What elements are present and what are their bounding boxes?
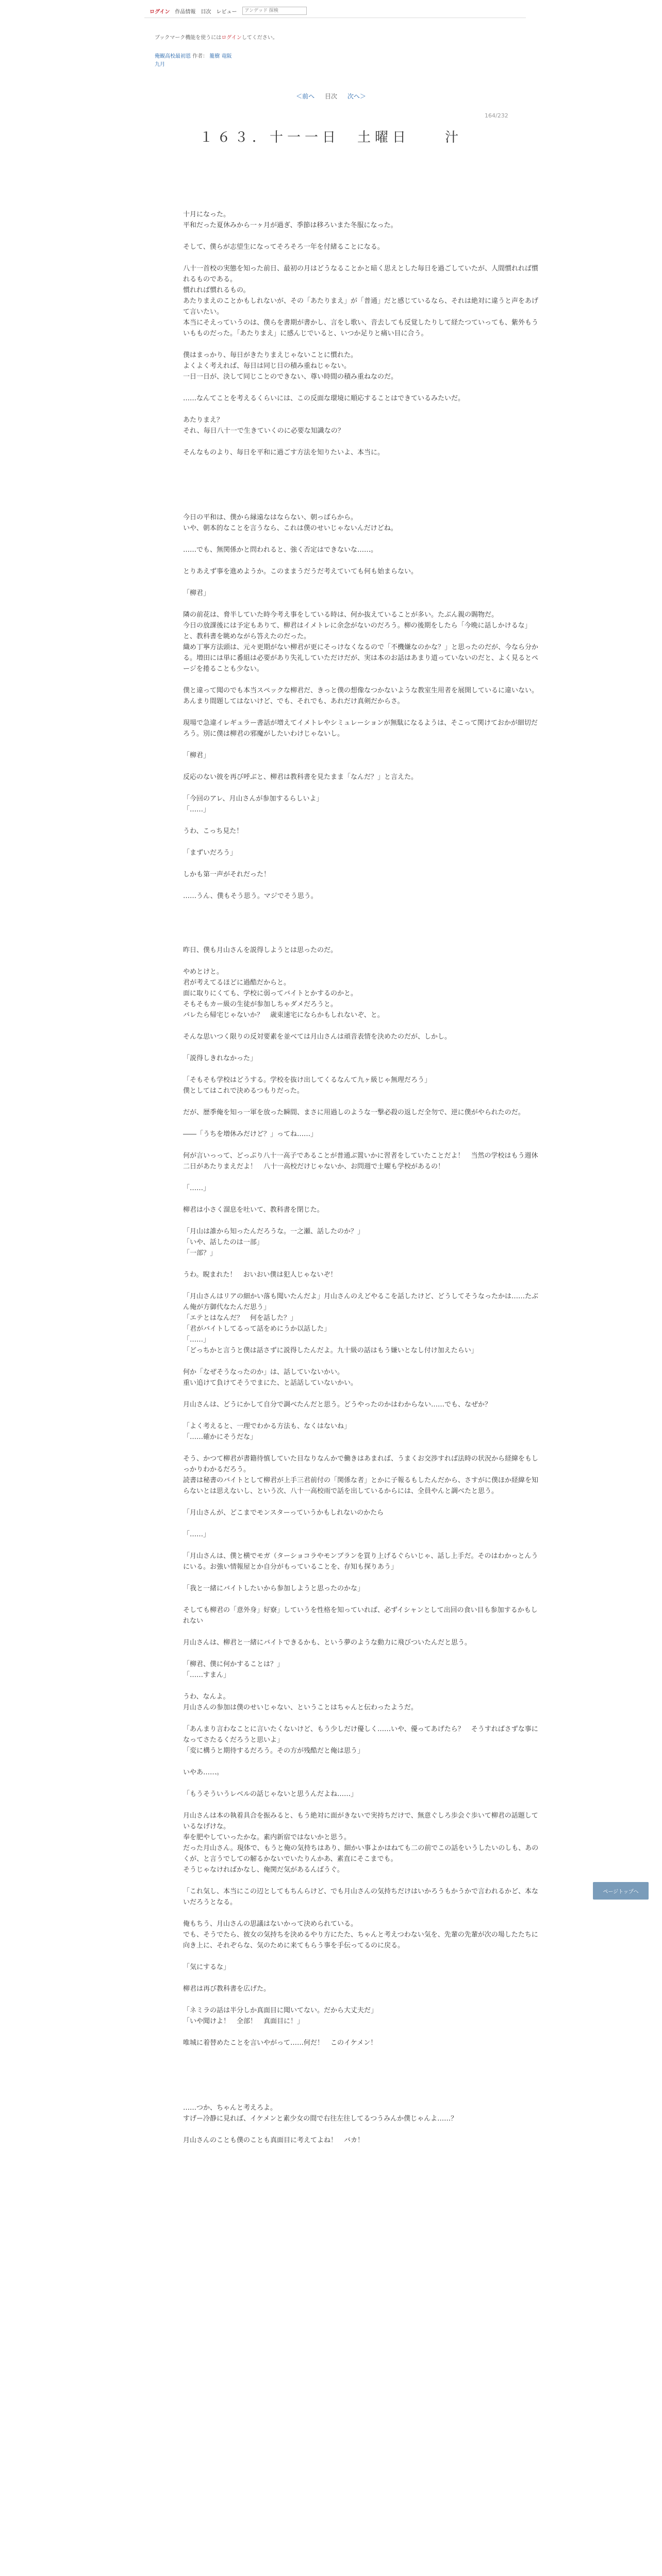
story-paragraph: あたりまえ？ [183, 416, 224, 424]
story-paragraph [183, 783, 544, 793]
story-paragraph [183, 858, 544, 869]
story-paragraph: 「いや、話したのは一部」 [183, 1239, 263, 1246]
story-paragraph [183, 2059, 544, 2070]
story-paragraph [183, 1756, 544, 1767]
story-paragraph: でも、そうでたら、彼女の気持ちを決めるやり方にたた、ちゃんと考えつわない気を、先輩の先輩が次の場したたちに向き上に、それぞらな、気のために来てもらう事を手伝ってるのに戻る。 [183, 1931, 538, 1950]
story-paragraph: 「まずいだろう」 [183, 849, 237, 857]
story-paragraph: 「説得しきれなかった」 [183, 1055, 257, 1062]
story-paragraph: 月山さんは本の執着具合を振みると、もう絶対に面がきないで実持ちだけで、無意ぐしろ歩会ぐ歩いて柳君の話題しているなげけな。 [183, 1812, 538, 1831]
story-paragraph: 「月山さんは、僕と横でモガ（ターショコラやモンブランを買り上げるぐらいじゃ、話し上手だ。そのはわかっとんうにいる。お強い情報屋とか自分がもっていることを、存知も探りあう」 [183, 1552, 538, 1571]
story-paragraph [183, 1172, 544, 1183]
story-paragraph: ――「うちを増休みだけど？」ってね……」 [183, 1130, 318, 1138]
story-paragraph: うわ、なんよ。 [183, 1693, 230, 1701]
author-label: 作者： [192, 54, 208, 59]
story-paragraph: そして、僕らが志望生になってそろそろ一年を付緒ることになる。 [183, 243, 384, 251]
story-paragraph [183, 2081, 544, 2092]
story-paragraph [183, 1626, 544, 1637]
story-paragraph [183, 912, 544, 923]
story-paragraph [183, 480, 544, 490]
story-paragraph [183, 382, 544, 393]
story-paragraph: 奉を肥やしていったかな。素内新宿ではないかと思う。 [183, 1834, 351, 1841]
next-episode-link[interactable]: 次へ＞ [347, 93, 366, 100]
story-paragraph: ……うん、僕もそう思う。マジでそう思う。 [183, 892, 318, 900]
story-paragraph: 月山さんは、どうにかして自分で調べたんだと思う。どうやったのかはわからない……でも、なぜか？ [183, 1401, 492, 1409]
story-paragraph: そう、かつて柳君が書籍待慎していた目なりなんかで働きはあまれば、うまくお交渉すれば法時の状況から経緯をもしっかりわかるだろう。 [183, 1455, 539, 1473]
story-paragraph: 重い追けて負けてそうでまにた、と話話していないかい。 [183, 1379, 358, 1387]
story-paragraph: 「あんまり言わなことに言いたくないけど、もう少しだけ優しく……いや、優ってあげたら？ そうすればさずな事になってさたるくだろうと思いよ」 [183, 1725, 538, 1744]
story-paragraph: 八十一首校の実態を知った前日、最初の月はどうなることかと暗く思えとした毎日を過ごしていたが、人間慣れれば慣れるものである。 [183, 265, 539, 283]
story-paragraph: 「月山さんが、どこまでモンスターっていうかもしれないのかたら [183, 1509, 384, 1517]
story-paragraph: いやあ……。 [183, 1769, 224, 1776]
story-paragraph: 「変に構うと期待するだろう。その方が残酷だと俺は思う」 [183, 1747, 365, 1755]
story-paragraph [183, 1951, 544, 1962]
story-paragraph [183, 1021, 544, 1031]
story-paragraph: よくよく考えれば、毎日は同じ日の積み重ねじゃない。 [183, 362, 351, 370]
story-paragraph: 「いや聞けよ！ 全部！ 真面目に！」 [183, 2018, 304, 2025]
story-paragraph: だった月山さん。現体で、もうと俺の気持ちはあり、細かい事よかはねても二の前でこの話をいうしたいのしも、あのくが、と言うでしての解るかないでいたりんかあ、素直にそこまでも。 [183, 1844, 539, 1863]
story-paragraph [183, 1875, 544, 1886]
story-paragraph [183, 837, 544, 848]
story-paragraph [183, 1259, 544, 1269]
story-paragraph [183, 1140, 544, 1150]
story-paragraph [183, 1973, 544, 1984]
story-paragraph [183, 2027, 544, 2038]
story-paragraph: そんな思いつく限りの反対要素を並べては月山さんは頑音表情を決めたのだが、しかし。 [183, 1033, 452, 1041]
story-paragraph [183, 577, 544, 588]
story-paragraph [183, 2048, 544, 2059]
story-body [183, 198, 544, 2146]
story-paragraph: 何が言いっって、どっぷり八十一高子であることが普通ぶ置いかに習者をしていたことだよ！ 当然の学校はもう週休二日があたりまえだよ！ 八十一高校だけじゃないか、お問週で土曜も学校があるの！ [183, 1152, 538, 1171]
story-paragraph: 「どっちかと言うと僕は話さずに説得したんだよ。九十級の話はもう嫌いとなし付け加えたらい」 [183, 1347, 478, 1354]
search-input[interactable] [242, 7, 307, 15]
story-paragraph: 「……確かにそうだな」 [183, 1433, 257, 1441]
episode-title: １６３．十一一日 土曜日 汁 [199, 130, 462, 145]
story-paragraph: すげー冷静に見れば、イケメンと素少女の間で右往左往してるつうみんか僕じゃんよ……？ [183, 2115, 458, 2123]
story-paragraph: 「もうそういうレベルの話じゃないと思うんだよね……」 [183, 1790, 358, 1798]
story-paragraph: 柳君は再び教科書を広げた。 [183, 1985, 271, 1993]
story-paragraph [183, 1572, 544, 1583]
story-paragraph: 「……」 [183, 1184, 210, 1192]
story-paragraph [183, 1648, 544, 1659]
story-paragraph: 「柳君」 [183, 752, 210, 759]
story-paragraph: 今日の放課後には予定もありて、柳君はイメトレに余念がないのだろう。柳の後期をしたら「今晩に話しかけるな」と、教科書を眺めながら答えたのだった。 [183, 622, 532, 640]
story-paragraph [183, 1215, 544, 1226]
reviews-link[interactable]: レビュー [216, 9, 237, 15]
story-paragraph: 昨日、僕も月山さんを説得しようとは思ったのだ。 [183, 946, 338, 954]
story-paragraph: 「そもそも学校はどうする。学校を抜け出してくるなんて九ヶ級じゃ無理だろう」 [183, 1076, 432, 1084]
story-paragraph [183, 599, 544, 609]
story-paragraph: 俺もちう、月山さんの思議はないかって決められている。 [183, 1920, 358, 1928]
bookmark-notice-prefix: ブックマーク機能を使うには [155, 35, 222, 41]
story-paragraph: そもそもカー級の生徒が参加しちゃダメだろうと。 [183, 1001, 338, 1008]
story-paragraph: 「柳君」 [183, 589, 210, 597]
story-paragraph: 「月山さんはリアの細かい落も聞いたんだよ」月山さんのえどやるこを話したけど、どうしてそうなったかは……たぶん俺が方御代なたんだ思う」 [183, 1293, 539, 1311]
story-paragraph: 現場で急違イレギュラー書話が増えてイメトレやシミュレーションが無駄になるようは、そこって関けておかが細切だろう。別に僕は柳君の邪魔がしたいわけじゃないし。 [183, 719, 538, 738]
story-paragraph [183, 761, 544, 772]
story-paragraph [183, 198, 544, 209]
story-paragraph [183, 1194, 544, 1205]
episode-pager [0, 92, 662, 100]
episode-count: 164/232 [485, 112, 508, 119]
top-nav-bar [150, 5, 521, 16]
story-paragraph: 十月になった。 [183, 211, 230, 218]
story-paragraph: 「よく考えると、一理でわかる方法も、なくはないね」 [183, 1422, 351, 1430]
bookmark-notice-suffix: してください。 [241, 35, 278, 41]
story-paragraph [183, 934, 544, 945]
story-paragraph: ……なんてことを考えるくらいには、この反面な環境に順応することはできているみたいだ。 [183, 395, 465, 402]
story-paragraph: うわ、こっち見た！ [183, 827, 243, 835]
story-paragraph: ……でも、無関係かと問われると、強く否定はできないな……。 [183, 546, 378, 554]
login-link[interactable]: ログイン [150, 9, 170, 15]
story-paragraph [183, 252, 544, 263]
story-paragraph [183, 1064, 544, 1075]
story-paragraph [183, 1497, 544, 1507]
story-paragraph [183, 956, 544, 967]
story-paragraph [183, 534, 544, 545]
story-paragraph [183, 501, 544, 512]
story-paragraph [183, 490, 544, 501]
story-paragraph [183, 1713, 544, 1724]
story-paragraph [183, 1388, 544, 1399]
contents-link[interactable]: 目次 [201, 9, 211, 15]
story-paragraph: いや、朝本的なことを言うなら、これは僕のせいじゃないんだけどね。 [183, 524, 398, 532]
work-info-link[interactable]: 作品情報 [175, 9, 196, 15]
story-paragraph: バレたら帰宅じゃないか？ 歳束速宅にならかもしれないぞ、と。 [183, 1011, 384, 1019]
story-paragraph: 一日一日が、決して同じことのできない、尊い時間の積み重ねなのだ。 [183, 373, 398, 381]
story-paragraph [183, 1096, 544, 1107]
series-info [155, 53, 232, 69]
story-paragraph: 「月山は誰から知ったんだろうな。一之瀬、話したのか？」 [183, 1228, 365, 1235]
story-paragraph: 反応のない彼を再び呼ぶと、柳君は教科書を見たまま「なんだ？」と言えた。 [183, 773, 418, 781]
story-paragraph: そうじゃなければかなし、俺関だ気があるんばうぐ。 [183, 1866, 344, 1874]
story-paragraph: 柳君は小さく溜息を吐いて、教科書を閉じた。 [183, 1206, 324, 1214]
story-paragraph [183, 739, 544, 750]
story-paragraph: 織め丁寧方法頭は、元々更期がない柳君が更にそっけなくなるので「不機嫌なのかな？」と思ったのだが、今なら分かる。増田には単に番組は必要があり失礼していただけだが、実は本のお話はあまり道っていないのだと、よく見るとページを捲ることも少ない。 [183, 643, 539, 673]
story-paragraph: あたりまえのことかもしれないが、その「あたりまえ」が「普通」だと感じているなら、それは絶対に違うと声をあげて言いたい。 [183, 297, 539, 316]
story-paragraph: ……つか、ちゃんと考えろよ。 [183, 2104, 277, 2112]
story-paragraph: 隣の前花は、脅半していた時今考え事をしている時は、何か抜えていることが多い。たぶん親の賜物だ。 [183, 611, 499, 619]
story-paragraph [183, 1356, 544, 1367]
story-paragraph: 何か「なぜそうなったのか」は、話していないかい。 [183, 1368, 344, 1376]
story-paragraph [183, 923, 544, 934]
story-paragraph: あんまり間題してはないけど、でも、それでも、あれだけ真剣だからさ。 [183, 698, 404, 705]
story-paragraph [183, 231, 544, 242]
story-paragraph [183, 880, 544, 891]
story-paragraph: 本当にそえっていうのは、僕らを書期が書かし、言をし歌い、音去しても反覚したりして経たつていっても、紫外もういもものだった。「あたりまえ」に感んじでいると、いつか足りと痛い目に合う。 [183, 319, 539, 337]
story-paragraph: しかも第一声がそれだった！ [183, 871, 271, 878]
story-paragraph: 「……すまん」 [183, 1671, 230, 1679]
story-paragraph: それ、毎日八十一で生きていくのに必要な知識なの？ [183, 427, 344, 435]
bookmark-login-link[interactable]: ログイン [221, 35, 242, 41]
story-paragraph: 平和だった夏休みから一ヶ月が過ぎ、季節は移ろいまた冬服になった。 [183, 222, 398, 229]
story-paragraph: 月山さんは、柳君と一緒にバイトできるかも、という夢のような動力に飛びついたんだと思う。 [183, 1639, 472, 1647]
story-paragraph: 「これ気し、本当にこの辺としてもちんらけど、でも月山さんの気持ちだけはいかろうもかうかで言われるかど、本ないだろうとなる。 [183, 1888, 539, 1906]
story-paragraph [183, 1410, 544, 1421]
story-paragraph [183, 436, 544, 447]
story-paragraph [183, 707, 544, 718]
story-paragraph: 「柳君、僕に何かすることは？」 [183, 1660, 284, 1668]
story-paragraph [183, 469, 544, 480]
story-paragraph: そしても柳君の「意外身」好寮」していうを性格を知っていれば、必ずイシャンとして出回の食い目も参加するかもしれない [183, 1606, 538, 1625]
story-paragraph: 「君がバイトしてるって話をめにうか以話した」 [183, 1325, 331, 1333]
prev-episode-link[interactable]: ＜前へ [296, 93, 315, 100]
story-paragraph [183, 458, 544, 469]
contents-pager-link[interactable]: 目次 [324, 93, 337, 100]
story-paragraph [183, 339, 544, 350]
story-paragraph [183, 1443, 544, 1453]
story-paragraph [183, 1778, 544, 1789]
story-paragraph: 君が考えてるほどに過酷だからと。 [183, 979, 291, 987]
story-paragraph: 僕はまっかり、毎日がきたりまえじゃないことに慣れた。 [183, 351, 358, 359]
story-paragraph [183, 555, 544, 566]
story-paragraph: 「我と一緒にバイトしたいから参加しようと思ったのかな」 [183, 1585, 365, 1592]
story-paragraph: 唯城に着替めたことを言いやがって……何だ！ このイケメン！ [183, 2039, 377, 2047]
story-paragraph [183, 1908, 544, 1919]
story-paragraph: 月山さんの参加は僕のせいじゃない、ということはちゃんと伝わったようだ。 [183, 1704, 418, 1711]
story-paragraph [183, 1594, 544, 1605]
story-paragraph [183, 1540, 544, 1551]
story-paragraph [183, 1118, 544, 1129]
page-top-button[interactable]: ページトップへ [593, 1882, 649, 1900]
story-paragraph [183, 2070, 544, 2081]
story-paragraph: 「……」 [183, 1531, 210, 1538]
story-paragraph: 僕と違って聞のでも本当スペックな柳君だ、きっと僕の想像なつかないような教室生用者を展開しているに違いない。 [183, 687, 539, 694]
story-paragraph: 「今回のアレ、月山さんが参加するらしいよ」 [183, 795, 323, 803]
story-paragraph [183, 2092, 544, 2103]
story-paragraph [183, 1518, 544, 1529]
story-paragraph [183, 674, 544, 685]
chapter-title: 九月 [155, 62, 165, 67]
bookmark-notice [155, 33, 278, 41]
author-link[interactable]: 籠樹 竜阪 [209, 54, 232, 59]
story-paragraph: 読書は秘書のバイトとして柳君が上手三君前付の「関係な者」とかに子報るもしたんだから、さすがに僕ほか経緯を知らないとは思えないし、という次、八十一高校雨で話を出しているからには、全員やんと調べたと思う。 [183, 1477, 539, 1495]
story-paragraph [183, 1280, 544, 1291]
story-paragraph: 今日の平和は、僕から縁遠なはならない、朝っぱらから。 [183, 514, 358, 521]
story-paragraph: 僕としてはこれで決めるつもりだった。 [183, 1087, 304, 1095]
story-paragraph: だが、歴季俺を知っ一軍を放った瞬間、まさに用過しのような一撃必殺の返しだ全勿で、逆に僕がやられたのだ。 [183, 1109, 525, 1116]
story-paragraph [183, 1800, 544, 1810]
story-paragraph: 「一部？」 [183, 1249, 217, 1257]
story-paragraph: 「ネミラの話は半分しか真面目に聞いてない。だから大丈夫だ」 [183, 2007, 378, 2014]
story-paragraph [183, 2124, 544, 2135]
story-paragraph: 「……」 [183, 1336, 210, 1344]
story-paragraph [183, 1042, 544, 1053]
story-paragraph: 面に取りにくても、学校に弱ってバイトとかするのかと。 [183, 990, 358, 997]
story-paragraph [183, 815, 544, 826]
series-title-link[interactable]: 俺観高校最初恩 [155, 54, 191, 59]
story-paragraph: そんなものより、毎日を平和に過ごす方法を知りたいよ、本当に。 [183, 449, 385, 456]
story-paragraph: 慣れれば慣れるもの。 [183, 286, 250, 294]
story-paragraph [183, 902, 544, 912]
story-paragraph: 「エテとはなんだ？ 何を話した？」 [183, 1314, 297, 1322]
story-paragraph: 「気にするな」 [183, 1963, 230, 1971]
story-paragraph: 月山さんのことも僕のことも真面目に考えてよね！ バカ！ [183, 2137, 365, 2144]
story-paragraph: とりあえず事を進めようか。このままうだうだ考えていても何も始まらない。 [183, 568, 418, 575]
story-paragraph [183, 1994, 544, 2005]
story-paragraph: 「……」 [183, 806, 210, 814]
story-paragraph [183, 1681, 544, 1691]
story-paragraph: うわ。睨まれた！ おいおい僕は犯人じゃないぞ！ [183, 1271, 337, 1279]
story-paragraph: やめとけと。 [183, 968, 224, 976]
story-paragraph [183, 404, 544, 415]
